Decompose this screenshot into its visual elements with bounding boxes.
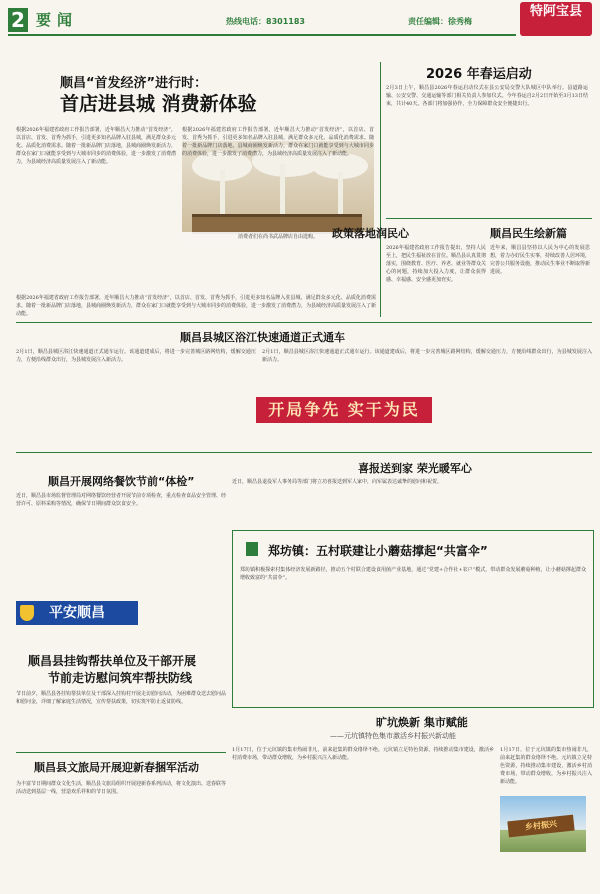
column-rule <box>380 62 381 317</box>
network-title: 顺昌开展网络餐饮节前“体检” <box>48 475 195 488</box>
gov-title-line1: 顺昌县挂钩帮扶单位及干部开展 <box>28 654 197 668</box>
masthead <box>0 0 600 40</box>
section-rule-2 <box>16 452 592 453</box>
gov-body: 节日前夕，顺昌县各挂钩帮扶单位及干部深入挂钩村开展走访慰问活动，为困难群众送去慰问品和慰问金，详细了解家庭生活情况，宣传帮扶政策，切实筑牢防止返贫防线。 <box>16 691 227 705</box>
mine-title: 旷坑焕新 集市赋能 <box>376 716 468 729</box>
newspaper-logo: 特阿宝县 <box>520 2 592 36</box>
lead-body: 根据2026年福建省政府工作报告部署，近年顺昌大力推动“首发经济”，以首店、首发、首秀为抓手，引进更多知名品牌入驻县城，满足群众多元化、品质化消费需求。随着一批新品牌门店落地，县城商圈焕发新活力，群众在家门口就能享受到与大城市同步的消费体验，进一步激发了消费潜力，为县域经济高质量发展注入了新动能。 <box>16 127 177 165</box>
fangtan-title: 郑坊镇：五村联建让小蘑菇撑起“共富伞” <box>268 544 488 558</box>
life-body: 近年来，顺昌县坚持以人民为中心的发展思想，着力办好民生实事，持续改善人居环境，完善公共服务设施，推动民生事业不断取得新进展。 <box>490 245 591 275</box>
lead-photo-caption: 消费者们在尚书武品牌店自由选购。 <box>182 232 374 242</box>
mine-body: 1月17日，位于元坑镇的集市热闹非凡，前来赶集的群众络绎不绝。元坑镇立足特色资源，持续推动集市建设，激活乡村消费市场，带动群众增收，为乡村振兴注入新动能。 <box>232 747 494 761</box>
launch-rule <box>386 218 592 219</box>
header-rule <box>8 34 516 36</box>
culture-title: 顺昌县文旅局开展迎新春捆军活动 <box>34 761 199 774</box>
fangtan-body: 郑坊镇积极探索村集体经济发展新路径，推动五个村联合建设食用菌产业基地，通过“党建+合作社+农户”模式，带动群众发展蘑菇种植，让小蘑菇撑起群众增收致富的“共富伞”。 <box>240 567 586 581</box>
policy-title: 政策落地润民心 <box>332 227 409 240</box>
launch-title: 2026 年春运启动 <box>426 67 532 82</box>
launch-body: 2月3日上午，顺昌县2026年春运启动仪式在县公安局交警大队城区中队举行。县道路运输、公安交警、交通运输等部门相关负责人参加仪式。今年春运自2月2日开始至3月13日结束，共计40天。各部门将加强协作，全力保障群众安全便捷出行。 <box>386 85 588 107</box>
xiangyang-body-2: 2月1日，顺昌县城区浴江快速通道正式通车运行。该通道建成后，将进一步完善城区路网结构，缓解交通压力，方便沿线群众出行，为县城发展注入新活力。 <box>262 349 592 363</box>
xiangyang-body: 2月1日，顺昌县城区浴江快速通道正式通车运行。该通道建成后，将进一步完善城区路网结构，缓解交通压力，方便沿线群众出行，为县城发展注入新活力。 <box>16 349 256 363</box>
life-title: 顺昌民生绘新篇 <box>490 227 567 240</box>
lead-title: 首店进县城 消费新体验 <box>60 93 257 115</box>
mine-body-2: 1月17日，位于元坑镇的集市热闹非凡，前来赶集的群众络绎不绝。元坑镇立足特色资源，持续推动集市建设，激活乡村消费市场，带动群众增收，为乡村振兴注入新动能。 <box>500 747 592 785</box>
network-body: 近日，顺昌县市场监督管理局对网络餐饮经营者开展节前专项检查，重点检查食品安全管理、经营许可、原料采购等情况，确保节日期间群众饮食安全。 <box>16 493 227 507</box>
xibao-body: 近日，顺昌县退役军人事务局等部门将立功喜报送到军人家中，向军属表达诚挚的慰问和祝贺。 <box>232 479 443 485</box>
mine-subtitle: ——元坑镇特色集市激活乡村振兴新动能 <box>330 732 456 740</box>
fangtan-marker <box>246 542 258 556</box>
policy-body: 2026年福建省政府工作报告提出，坚持人民至上，把民生福祉放在首位。顺昌县认真贯彻落实，围绕教育、医疗、养老、就业等群众关心的问题，持续加大投入力度，让群众获得感、幸福感、安全感更加充实。 <box>386 245 487 283</box>
lead-kicker: 顺昌“首发经济”进行时： <box>60 76 208 91</box>
page-number: 2 <box>8 8 28 32</box>
hotline: 热线电话：8301183 <box>226 17 305 26</box>
lead-body-2: 根据2026年福建省政府工作报告部署，近年顺昌大力推动“首发经济”，以首店、首发、首秀为抓手，引进更多知名品牌入驻县城，满足群众多元化、品质化消费需求。随着一批新品牌门店落地，县城商圈焕发新活力，群众在家门口就能享受到与大城市同步的消费体验，进一步激发了消费潜力，为县域经济高质量发展注入了新动能。 <box>182 127 374 157</box>
lead-body-3: 根据2026年福建省政府工作报告部署，近年顺昌大力推动“首发经济”，以首店、首发、首秀为抓手，引进更多知名品牌入驻县城，满足群众多元化、品质化消费需求。随着一批新品牌门店落地，县城商圈焕发新活力，群众在家门口就能享受到与大城市同步的消费体验，进一步激发了消费潜力，为县域经济高质量发展注入了新动能。 <box>16 295 377 317</box>
gov-title-line2: 节前走访慰问筑牢帮扶防线 <box>48 671 193 685</box>
xiangyang-title: 顺昌县城区浴江快速通道正式通车 <box>180 331 345 344</box>
slogan-banner: 开局争先 实干为民 <box>256 397 432 423</box>
culture-rule <box>16 752 226 753</box>
pingan-banner: 平安顺昌 <box>16 601 138 625</box>
shield-icon <box>20 605 34 621</box>
culture-body: 为丰富节日期间群众文化生活，顺昌县文旅局组织开展迎新春系列活动，将文化演出、送春联等活动送到基层一线，营造欢乐祥和的节日氛围。 <box>16 781 227 795</box>
responsible-editor: 责任编辑：徐秀梅 <box>408 17 472 26</box>
section-rule <box>16 322 592 323</box>
section-name: 要闻 <box>36 11 79 29</box>
xibao-title: 喜报送到家 荣光暖军心 <box>358 462 472 475</box>
bottom-photo <box>500 796 586 852</box>
photo-sign: 乡村振兴 <box>507 815 574 838</box>
